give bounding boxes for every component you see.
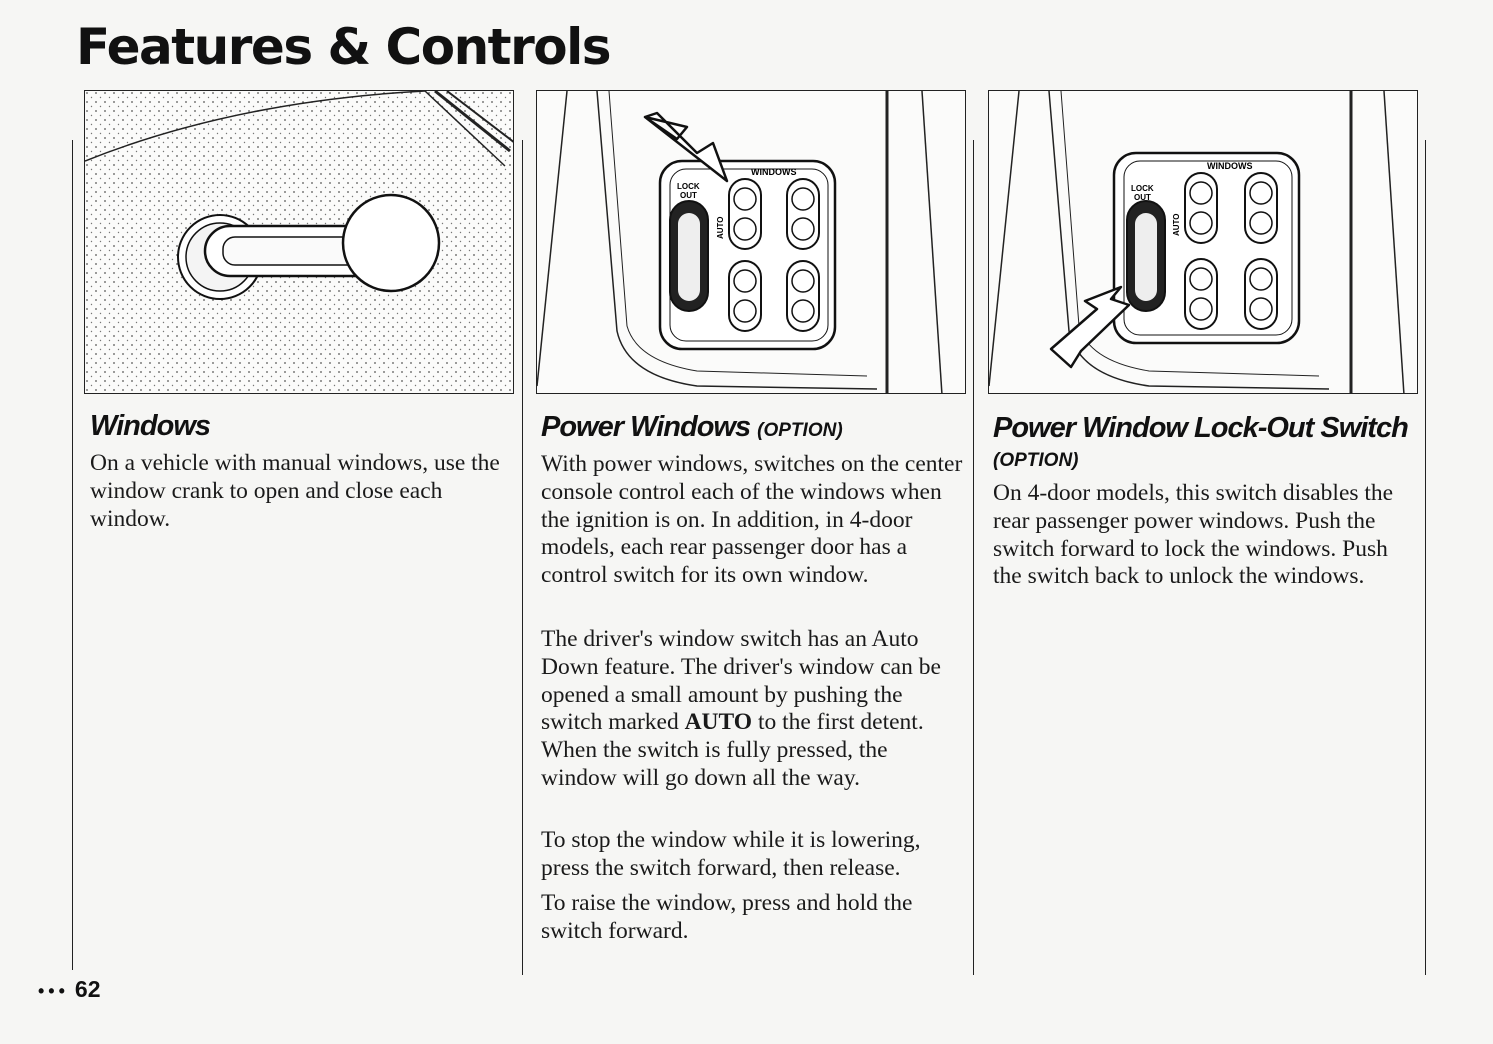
panel-label-auto-2: AUTO: [1172, 213, 1181, 236]
section-heading-power-windows: [541, 411, 843, 444]
panel-label-out: OUT: [680, 191, 697, 200]
power-window-switch-illustration: [536, 90, 966, 394]
panel-label-auto: AUTO: [716, 216, 725, 239]
panel-label-lock: LOCK: [677, 182, 700, 191]
window-crank-illustration: [84, 90, 514, 394]
power-windows-paragraph-3: To stop the window while it is lowering, press the switch forward, then release.: [541, 827, 921, 881]
power-windows-option: (OPTION): [757, 420, 843, 441]
page-title: Features & Controls: [76, 18, 610, 76]
lock-out-switch-illustration: [988, 90, 1418, 394]
section-heading-lock-out-switch: Power Window Lock-Out Switch: [993, 412, 1408, 444]
auto-bold-text: AUTO: [684, 709, 753, 736]
panel-label-windows-2: WINDOWS: [1207, 161, 1253, 171]
page-number: [38, 976, 101, 1003]
column-rule-2: [522, 140, 523, 975]
page-number-value: 62: [74, 976, 101, 1002]
power-windows-title: Power Windows: [541, 411, 751, 443]
column-rule-3: [973, 140, 974, 975]
power-windows-paragraph-2: The driver's window switch has an Auto Down feature. The driver's window can be opened a small amount by pushing the switch marked AUTO to the first detent. When the switch is fully pressed, the window will go down all the way.: [541, 626, 941, 791]
section-heading-windows: Windows: [90, 410, 211, 442]
panel-label-out-2: OUT: [1134, 193, 1151, 202]
power-windows-paragraph-4: To raise the window, press and hold the switch forward.: [541, 890, 913, 944]
section-windows-paragraph: On a vehicle with manual windows, use the window crank to open and close each window.: [90, 450, 500, 532]
panel-label-windows: WINDOWS: [751, 167, 797, 177]
column-rule-1: [72, 140, 73, 970]
panel-label-lock-2: LOCK: [1131, 184, 1154, 193]
column-rule-4: [1425, 140, 1426, 975]
power-windows-paragraph-1: With power windows, switches on the center console control each of the windows when the ignition is on. In addition, in 4-door models, each rear passenger door has a control switch for its own window.: [541, 451, 963, 589]
lock-out-option: (OPTION): [993, 450, 1079, 471]
lock-out-paragraph: On 4-door models, this switch disables the rear passenger power windows. Push the switch forward to lock the windows. Push the switch back to unlock the windows.: [993, 480, 1394, 590]
page-dots: •••: [38, 981, 69, 1001]
